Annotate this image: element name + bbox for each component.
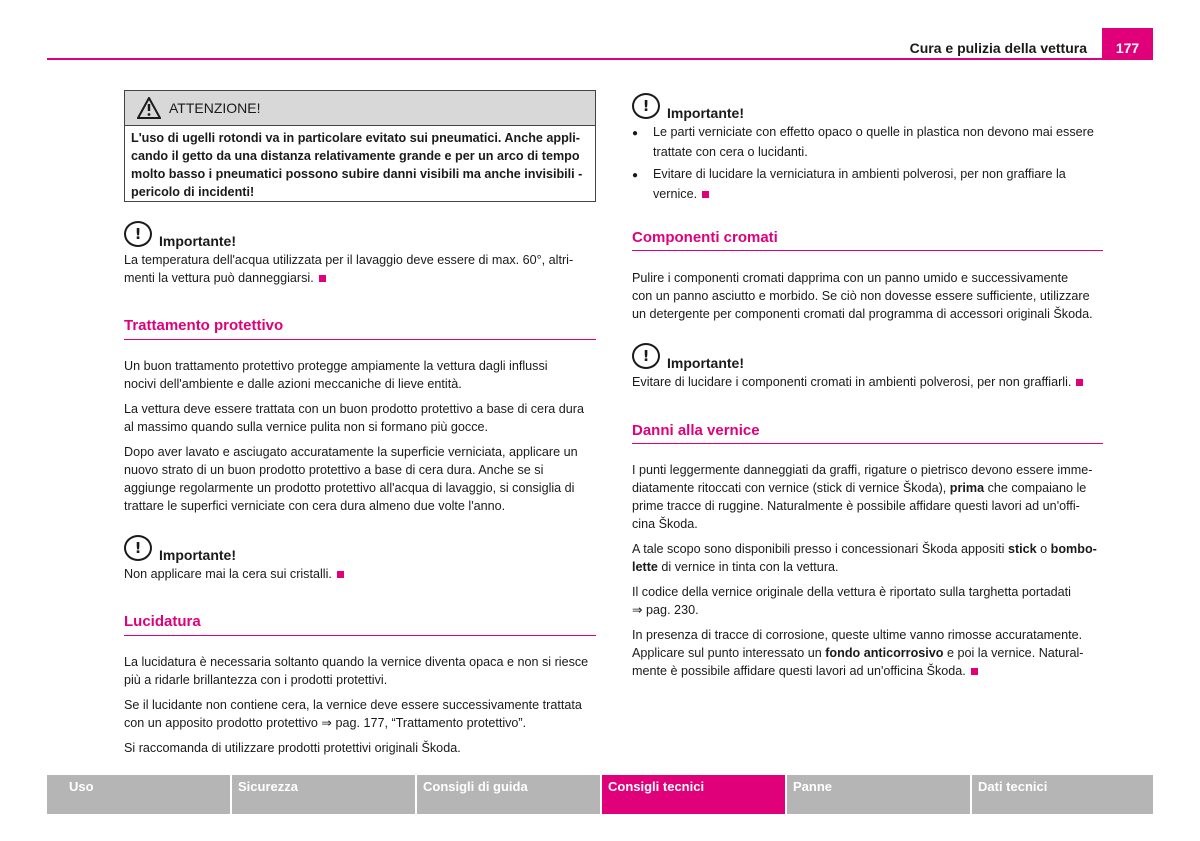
text-line: Evitare di lucidare la verniciatura in ambienti polverosi, per non graffiare la xyxy=(653,167,1066,181)
section-body-lucidatura xyxy=(124,653,596,757)
text-line: che compaiano le xyxy=(984,481,1087,495)
section-divider xyxy=(124,635,596,636)
text-line: un detergente per componenti cromati dal programma di accessori originali Škoda. xyxy=(632,307,1093,321)
text-line: aggiunge regolarmente un prodotto protettivo all'acqua di lavaggio, si consiglia di xyxy=(124,481,575,495)
text-line: con un panno asciutto e morbido. Se ciò non dovesse essere sufficiente, utilizzare xyxy=(632,289,1090,303)
bold-term: stick xyxy=(1007,542,1037,556)
cross-reference-text[interactable]: con un apposito prodotto protettivo ⇒ pag. 177, “Trattamento protettivo”. xyxy=(124,716,527,730)
text-line: trattare le superfici verniciate con cera dura almeno due volte l'anno. xyxy=(124,499,506,513)
text-line: o xyxy=(1036,542,1051,556)
important-title: Importante! xyxy=(159,547,236,563)
bold-term: prima xyxy=(949,481,985,495)
bold-term: fondo anticorrosivo xyxy=(825,646,944,660)
end-square-icon xyxy=(337,571,344,578)
bold-term: lette xyxy=(632,560,658,574)
chapter-title: Cura e pulizia della vettura xyxy=(909,40,1087,56)
paragraph xyxy=(632,583,1103,619)
section-body-trattamento xyxy=(124,357,596,515)
important-title: Importante! xyxy=(667,105,744,121)
text-line: Si raccomanda di utilizzare prodotti protettivi originali Škoda. xyxy=(124,741,461,755)
end-square-icon xyxy=(1076,379,1083,386)
warning-line: molto basso i pneumatici possono subire danni visibili ma anche invisibili - xyxy=(131,167,583,181)
text-line: La temperatura dell'acqua utilizzata per il lavaggio deve essere di max. 60°, altri- xyxy=(124,253,574,267)
end-square-icon xyxy=(319,275,326,282)
paragraph xyxy=(632,626,1103,680)
tab-panne[interactable]: Panne xyxy=(787,775,970,814)
tab-consigli-tecnici[interactable]: Consigli tecnici xyxy=(602,775,785,814)
important-text xyxy=(124,565,596,583)
text-line: cina Škoda. xyxy=(632,517,698,531)
important-text xyxy=(632,373,1103,391)
paragraph xyxy=(632,540,1103,576)
warning-box xyxy=(124,90,596,202)
paragraph xyxy=(632,461,1103,533)
text-line: In presenza di tracce di corrosione, queste ultime vanno rimosse accuratamente. xyxy=(632,628,1083,642)
text-line: menti la vettura può danneggiarsi. xyxy=(124,271,314,285)
text-line: A tale scopo sono disponibili presso i concessionari Škoda appositi xyxy=(632,542,1008,556)
section-heading-trattamento-protettivo: Trattamento protettivo xyxy=(124,317,284,334)
section-heading-componenti-cromati: Componenti cromati xyxy=(632,229,778,246)
warning-header xyxy=(125,91,595,126)
text-line: Evitare di lucidare i componenti cromati in ambienti polverosi, per non graffiarli. xyxy=(632,375,1072,389)
paragraph xyxy=(124,739,596,757)
paragraph xyxy=(124,357,596,393)
cross-reference-text[interactable]: ⇒ pag. 230. xyxy=(632,603,699,617)
warning-title: ATTENZIONE! xyxy=(169,100,261,116)
section-divider xyxy=(632,250,1103,251)
important-title: Importante! xyxy=(159,233,236,249)
text-line: Il codice della vernice originale della vettura è riportato sulla targhetta portadati xyxy=(632,585,1071,599)
text-line: La lucidatura è necessaria soltanto quando la vernice diventa opaca e non si riesce xyxy=(124,655,589,669)
text-line: prime tracce di ruggine. Naturalmente è possibile affidare questi lavori ad un'offi- xyxy=(632,499,1080,513)
text-line: nuovo strato di un buon prodotto protettivo a base di cera dura. Anche se si xyxy=(124,463,544,477)
important-note xyxy=(124,535,596,583)
warning-triangle-icon xyxy=(137,97,161,119)
end-square-icon xyxy=(971,668,978,675)
text-line: vernice. xyxy=(653,187,698,201)
paragraph xyxy=(124,696,596,732)
text-line: Pulire i componenti cromati dapprima con un panno umido e successivamente xyxy=(632,271,1069,285)
text-line: La vettura deve essere trattata con un buon prodotto protettivo a base di cera dura xyxy=(124,402,584,416)
text-line: nocivi dell'ambiente e dalle azioni meccaniche di lieve entità. xyxy=(124,377,462,391)
exclamation-circle-icon: ! xyxy=(124,535,152,561)
bullet-item xyxy=(632,123,1103,161)
important-note xyxy=(124,221,596,287)
text-line: di vernice in tinta con la vettura. xyxy=(657,560,839,574)
paragraph xyxy=(124,653,596,689)
bullet-icon: ● xyxy=(632,128,639,139)
section-heading-danni-vernice: Danni alla vernice xyxy=(632,422,760,439)
text-line: trattate con cera o lucidanti. xyxy=(653,145,808,159)
text-line: Applicare sul punto interessato un xyxy=(632,646,826,660)
text-line: mente è possibile affidare questi lavori ad un'officina Škoda. xyxy=(632,664,966,678)
warning-line: L'uso di ugelli rotondi va in particolare evitato sui pneumatici. Anche appli- xyxy=(131,131,580,145)
text-line: I punti leggermente danneggiati da graffi, rigature o pietrisco devono essere imme- xyxy=(632,463,1093,477)
important-title: Importante! xyxy=(667,355,744,371)
page-number: 177 xyxy=(1102,28,1153,60)
important-note xyxy=(632,93,1103,203)
text-line: Le parti verniciate con effetto opaco o quelle in plastica non devono mai essere xyxy=(653,125,1094,139)
bold-term: bombo- xyxy=(1050,542,1097,556)
warning-line: cando il getto da una distanza relativamente grande e per un arco di tempo xyxy=(131,149,580,163)
important-note xyxy=(632,343,1103,391)
text-line: diatamente ritoccati con vernice (stick di vernice Škoda), xyxy=(632,481,950,495)
end-square-icon xyxy=(702,191,709,198)
section-body-cromati xyxy=(632,269,1103,323)
header-divider xyxy=(47,58,1153,60)
tab-uso[interactable]: Uso xyxy=(47,775,230,814)
exclamation-circle-icon: ! xyxy=(632,343,660,369)
exclamation-circle-icon: ! xyxy=(124,221,152,247)
bullet-item xyxy=(632,165,1103,203)
warning-line: pericolo di incidenti! xyxy=(131,185,255,199)
warning-text xyxy=(125,126,595,201)
text-line: Un buon trattamento protettivo protegge ampiamente la vettura dagli influssi xyxy=(124,359,548,373)
section-heading-lucidatura: Lucidatura xyxy=(124,613,201,630)
paragraph xyxy=(632,269,1103,323)
bullet-icon: ● xyxy=(632,170,639,181)
section-body-danni xyxy=(632,461,1103,680)
tab-consigli-di-guida[interactable]: Consigli di guida xyxy=(417,775,600,814)
tab-dati-tecnici[interactable]: Dati tecnici xyxy=(972,775,1153,814)
important-text xyxy=(124,251,596,287)
section-divider xyxy=(124,339,596,340)
tab-sicurezza[interactable]: Sicurezza xyxy=(232,775,415,814)
text-line: al massimo quando sulla vernice pulita non si formano più gocce. xyxy=(124,420,489,434)
paragraph xyxy=(124,400,596,436)
text-line: Se il lucidante non contiene cera, la vernice deve essere successivamente trattata xyxy=(124,698,582,712)
paragraph xyxy=(124,443,596,515)
text-line: e poi la vernice. Natural- xyxy=(943,646,1084,660)
text-line: più a ridarle brillantezza con i prodotti protettivi. xyxy=(124,673,388,687)
text-line: Non applicare mai la cera sui cristalli. xyxy=(124,567,332,581)
text-line: Dopo aver lavato e asciugato accuratamente la superficie verniciata, applicare un xyxy=(124,445,578,459)
section-divider xyxy=(632,443,1103,444)
exclamation-circle-icon: ! xyxy=(632,93,660,119)
